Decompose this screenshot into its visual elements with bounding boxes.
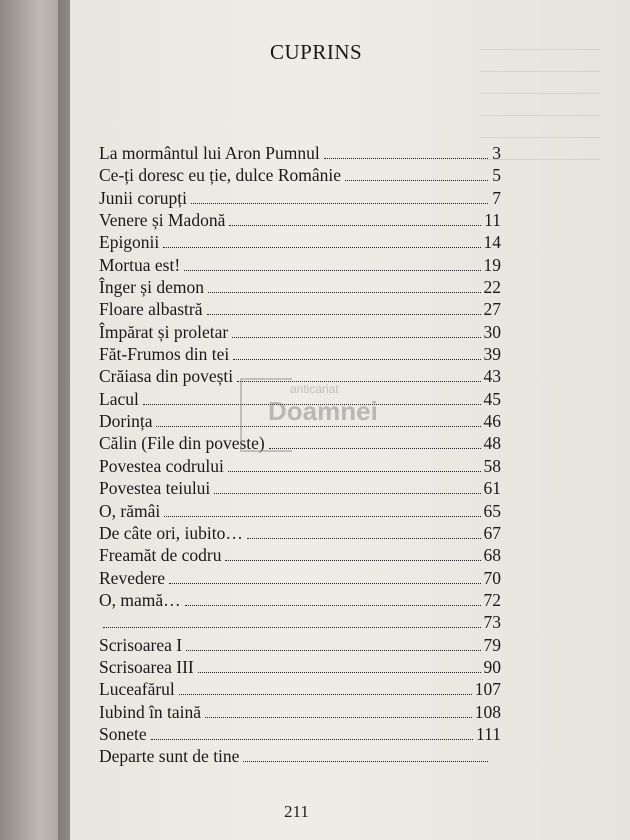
- toc-leader-dots: [269, 448, 481, 449]
- toc-entry-title: Luceafărul: [99, 679, 175, 700]
- watermark-small-text: anticariat: [290, 382, 339, 396]
- toc-entry-title: Povestea codrului: [99, 455, 224, 476]
- toc-leader-dots: [232, 337, 480, 338]
- toc-entry-page: 61: [483, 478, 501, 499]
- toc-entry: [99, 544, 501, 566]
- toc-entry-page: 27: [483, 299, 501, 320]
- toc-entry-title: Venere și Madonă: [99, 210, 226, 231]
- toc-entry-page: 7: [492, 187, 501, 208]
- toc-entry-page: 14: [483, 232, 501, 253]
- toc-leader-dots: [207, 314, 481, 315]
- toc-entry: [99, 589, 501, 611]
- toc-entry-page: 19: [483, 254, 501, 275]
- toc-entry-page: 65: [483, 500, 501, 521]
- toc-entry-title: O, mamă…: [99, 589, 181, 610]
- page-number: 211: [284, 802, 309, 821]
- toc-entry-page: 67: [483, 522, 501, 543]
- toc-entry-title: Iubind în taină: [99, 701, 202, 722]
- toc-entry: [99, 455, 501, 477]
- toc-entry: [99, 745, 501, 767]
- toc-entry-page: 79: [483, 634, 501, 655]
- toc-leader-dots: [191, 203, 488, 204]
- toc-entry-page: 39: [483, 344, 501, 365]
- toc-entry-title: Sonete: [99, 723, 147, 744]
- toc-entry-page: 108: [474, 701, 501, 722]
- toc-entry: [99, 634, 501, 656]
- toc-entry: [99, 231, 501, 253]
- toc-entry-title: Lacul: [99, 388, 139, 409]
- toc-entry-title: Călin (File din poveste): [99, 433, 265, 454]
- toc-entry: [99, 477, 501, 499]
- toc-entry-page: 58: [483, 455, 501, 476]
- toc-entry: [99, 254, 501, 276]
- toc-entry-title: Junii corupți: [99, 187, 187, 208]
- toc-entry-page: 90: [483, 656, 501, 677]
- toc-entry-page: 5: [492, 165, 501, 186]
- toc-leader-dots: [243, 761, 488, 762]
- toc-entry: [99, 611, 501, 633]
- toc-entry-title: Epigonii: [99, 232, 160, 253]
- toc-entry: [99, 678, 501, 700]
- watermark-big-text: Doamnei: [268, 396, 378, 426]
- toc-entry: [99, 276, 501, 298]
- toc-entry-page: 45: [483, 388, 501, 409]
- toc-entry-title: Mortua est!: [99, 254, 181, 275]
- toc-leader-dots: [164, 516, 480, 517]
- toc-entry-page: 48: [483, 433, 501, 454]
- toc-entry-page: 72: [483, 589, 501, 610]
- toc-leader-dots: [247, 538, 481, 539]
- toc-leader-dots: [228, 471, 481, 472]
- toc-leader-dots: [103, 627, 481, 628]
- toc-entry: [99, 142, 501, 164]
- toc-entry-page: 70: [483, 567, 501, 588]
- toc-entry-title: La mormântul lui Aron Pumnul: [99, 143, 320, 163]
- toc-leader-dots: [185, 605, 481, 606]
- toc-entry: [99, 701, 501, 723]
- toc-entry: [99, 567, 501, 589]
- toc-leader-dots: [184, 270, 480, 271]
- toc-entry-page: 22: [483, 277, 501, 298]
- toc-entry: [99, 209, 501, 231]
- toc-entry-page: 30: [483, 321, 501, 342]
- toc-entry-title: Povestea teiului: [99, 478, 211, 499]
- toc-leader-dots: [169, 583, 480, 584]
- toc-entry-title: Ce-ți doresc eu ție, dulce Românie: [99, 165, 342, 186]
- toc-entry: [99, 656, 501, 678]
- toc-entry-title: Scrisoarea I: [99, 634, 183, 655]
- toc-entry-title: Freamăt de codru: [99, 545, 222, 566]
- page-title: CUPRINS: [270, 40, 363, 64]
- toc-leader-dots: [345, 180, 488, 181]
- toc-entry-title: Dorința: [99, 411, 153, 432]
- toc-entry-title: Crăiasa din povești: [99, 366, 234, 387]
- toc-entry-page: 111: [476, 723, 501, 744]
- toc-entry-page: 46: [483, 411, 501, 432]
- toc-entry-title: Făt-Frumos din tei: [99, 344, 230, 365]
- toc-leader-dots: [198, 672, 481, 673]
- toc-entry-page: 107: [474, 679, 501, 700]
- toc-entry: [99, 164, 501, 186]
- toc-leader-dots: [214, 493, 480, 494]
- toc-leader-dots: [233, 359, 480, 360]
- toc-leader-dots: [324, 158, 488, 159]
- toc-entry-page: 68: [483, 545, 501, 566]
- toc-leader-dots: [205, 717, 472, 718]
- toc-entry-page: 43: [483, 366, 501, 387]
- toc-entry-page: 11: [484, 210, 501, 231]
- toc-leader-dots: [229, 225, 481, 226]
- toc-entry-title: Revedere: [99, 567, 166, 588]
- toc-entry-title: O, rămâi: [99, 500, 161, 521]
- toc-entry: [99, 500, 501, 522]
- toc-leader-dots: [225, 560, 480, 561]
- toc-entry-title: Departe sunt de tine: [99, 746, 240, 767]
- toc-entry: [99, 343, 501, 365]
- toc-entry-page: 3: [492, 143, 501, 163]
- toc-leader-dots: [163, 247, 480, 248]
- table-of-contents: [99, 142, 501, 768]
- toc-leader-dots: [208, 292, 481, 293]
- toc-entry: [99, 723, 501, 745]
- toc-entry-title: De câte ori, iubito…: [99, 522, 243, 543]
- toc-entry-title: Floare albastră: [99, 299, 203, 320]
- toc-entry: [99, 321, 501, 343]
- toc-entry: [99, 522, 501, 544]
- toc-entry-title: Împărat și proletar: [99, 321, 229, 342]
- toc-entry: [99, 187, 501, 209]
- watermark-logo: [240, 378, 380, 448]
- toc-entry-title: Înger și demon: [99, 277, 204, 298]
- toc-leader-dots: [179, 694, 472, 695]
- toc-leader-dots: [151, 739, 473, 740]
- toc-entry-title: Scrisoarea III: [99, 656, 194, 677]
- toc-leader-dots: [186, 650, 480, 651]
- toc-entry: [99, 298, 501, 320]
- toc-entry-page: 73: [483, 612, 501, 633]
